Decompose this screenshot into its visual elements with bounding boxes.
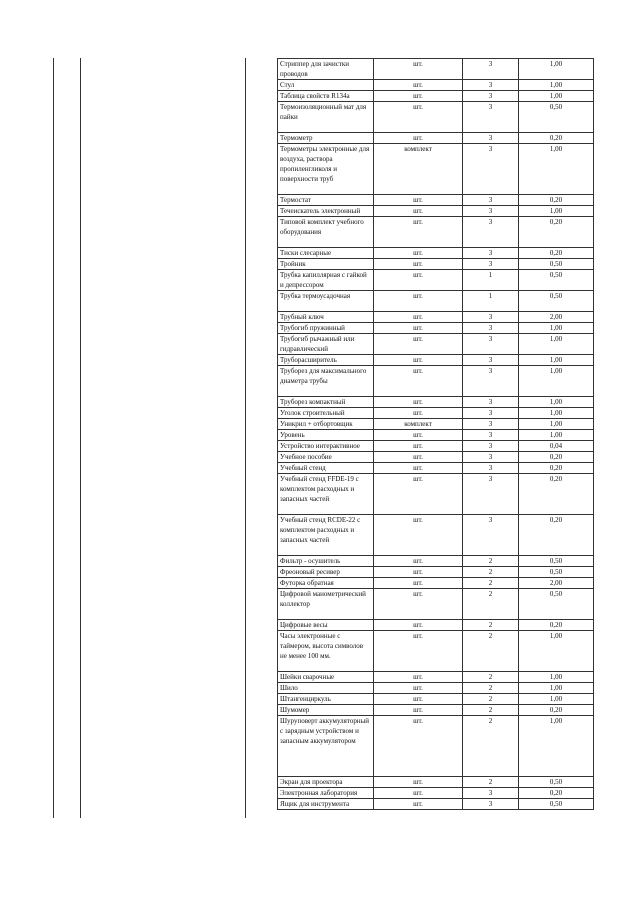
unit-cell: шт. <box>374 799 463 810</box>
quantity-cell: 2 <box>463 705 519 716</box>
coefficient-cell: 0,50 <box>519 270 594 291</box>
unit-cell: шт. <box>374 694 463 705</box>
quantity-cell: 3 <box>463 334 519 355</box>
coefficient-cell: 0,04 <box>519 441 594 452</box>
unit-cell: шт. <box>374 291 463 312</box>
coefficient-cell: 1,00 <box>519 323 594 334</box>
item-name-cell: Экран для проектора <box>278 777 374 788</box>
unit-cell: шт. <box>374 206 463 217</box>
coefficient-cell: 0,50 <box>519 259 594 270</box>
coefficient-cell: 1,00 <box>519 334 594 355</box>
item-name-cell: Шуруповерт аккумуляторный с зарядным устройством и запасным аккумулятором <box>278 716 374 777</box>
unit-cell: шт. <box>374 80 463 91</box>
coefficient-cell: 0,50 <box>519 291 594 312</box>
item-name-cell: Трубогиб рычажный или гидравлический <box>278 334 374 355</box>
table-row <box>278 270 594 291</box>
item-name-cell: Шумомер <box>278 705 374 716</box>
quantity-cell: 3 <box>463 397 519 408</box>
coefficient-cell: 0,50 <box>519 102 594 133</box>
table-row <box>278 355 594 366</box>
quantity-cell: 2 <box>463 578 519 589</box>
item-name-cell: Термостат <box>278 195 374 206</box>
table-row <box>278 334 594 355</box>
table-row <box>278 567 594 578</box>
item-name-cell: Фреоновый ресивер <box>278 567 374 578</box>
coefficient-cell: 1,00 <box>519 683 594 694</box>
quantity-cell: 3 <box>463 195 519 206</box>
table-row <box>278 312 594 323</box>
table-row <box>278 515 594 556</box>
coefficient-cell: 1,00 <box>519 430 594 441</box>
quantity-cell: 3 <box>463 102 519 133</box>
unit-cell: шт. <box>374 463 463 474</box>
coefficient-cell: 0,20 <box>519 248 594 259</box>
coefficient-cell: 1,00 <box>519 672 594 683</box>
item-name-cell: Стриппер для зачистки проводов <box>278 59 374 80</box>
coefficient-cell: 1,00 <box>519 366 594 397</box>
item-name-cell: Труборез компактный <box>278 397 374 408</box>
coefficient-cell: 0,50 <box>519 589 594 620</box>
coefficient-cell: 2,00 <box>519 578 594 589</box>
unit-cell: шт. <box>374 683 463 694</box>
quantity-cell: 1 <box>463 270 519 291</box>
coefficient-cell: 1,00 <box>519 206 594 217</box>
item-name-cell: Футорка обратная <box>278 578 374 589</box>
quantity-cell: 2 <box>463 672 519 683</box>
quantity-cell: 3 <box>463 59 519 80</box>
unit-cell: шт. <box>374 195 463 206</box>
quantity-cell: 1 <box>463 291 519 312</box>
item-name-cell: Таблица свойств R134a <box>278 91 374 102</box>
table-row <box>278 419 594 430</box>
table-row <box>278 672 594 683</box>
coefficient-cell: 0,50 <box>519 799 594 810</box>
table-row <box>278 195 594 206</box>
table-row <box>278 206 594 217</box>
table-row <box>278 80 594 91</box>
quantity-cell: 3 <box>463 799 519 810</box>
quantity-cell: 2 <box>463 777 519 788</box>
item-name-cell: Трубогиб пружинный <box>278 323 374 334</box>
unit-cell: шт. <box>374 217 463 248</box>
unit-cell: шт. <box>374 366 463 397</box>
unit-cell: шт. <box>374 323 463 334</box>
coefficient-cell: 0,20 <box>519 195 594 206</box>
item-name-cell: Уголок строительный <box>278 408 374 419</box>
table-row <box>278 91 594 102</box>
item-name-cell: Ящик для инструмента <box>278 799 374 810</box>
unit-cell: шт. <box>374 556 463 567</box>
item-name-cell: Тиски слесарные <box>278 248 374 259</box>
item-name-cell: Уникрил + отбортовщик <box>278 419 374 430</box>
item-name-cell: Устройство интерактивное <box>278 441 374 452</box>
quantity-cell: 2 <box>463 631 519 672</box>
item-name-cell: Типовой комплект учебного оборудования <box>278 217 374 248</box>
unit-cell: шт. <box>374 777 463 788</box>
table-row <box>278 291 594 312</box>
unit-cell: шт. <box>374 474 463 515</box>
item-name-cell: Учебный стенд <box>278 463 374 474</box>
table-row <box>278 217 594 248</box>
table-row <box>278 463 594 474</box>
unit-cell: шт. <box>374 515 463 556</box>
table-row <box>278 694 594 705</box>
quantity-cell: 3 <box>463 430 519 441</box>
quantity-cell: 3 <box>463 133 519 144</box>
equipment-table <box>277 58 594 810</box>
item-name-cell: Труборез для максимального диаметра трубы <box>278 366 374 397</box>
quantity-cell: 3 <box>463 366 519 397</box>
unit-cell: шт. <box>374 59 463 80</box>
item-name-cell: Штангенциркуль <box>278 694 374 705</box>
item-name-cell: Трубный ключ <box>278 312 374 323</box>
unit-cell: комплект <box>374 144 463 195</box>
coefficient-cell: 1,00 <box>519 631 594 672</box>
unit-cell: шт. <box>374 248 463 259</box>
coefficient-cell: 0,20 <box>519 705 594 716</box>
coefficient-cell: 0,50 <box>519 777 594 788</box>
coefficient-cell: 1,00 <box>519 59 594 80</box>
item-name-cell: Учебное пособие <box>278 452 374 463</box>
coefficient-cell: 0,20 <box>519 463 594 474</box>
table-row <box>278 133 594 144</box>
unit-cell: шт. <box>374 270 463 291</box>
coefficient-cell: 0,20 <box>519 217 594 248</box>
quantity-cell: 2 <box>463 683 519 694</box>
coefficient-cell: 0,20 <box>519 474 594 515</box>
coefficient-cell: 1,00 <box>519 355 594 366</box>
quantity-cell: 2 <box>463 556 519 567</box>
quantity-cell: 2 <box>463 589 519 620</box>
item-name-cell: Трубка термоусадочная <box>278 291 374 312</box>
quantity-cell: 3 <box>463 206 519 217</box>
table-row <box>278 716 594 777</box>
table-row <box>278 248 594 259</box>
unit-cell: шт. <box>374 91 463 102</box>
quantity-cell: 2 <box>463 567 519 578</box>
unit-cell: шт. <box>374 589 463 620</box>
unit-cell: шт. <box>374 716 463 777</box>
unit-cell: шт. <box>374 312 463 323</box>
unit-cell: шт. <box>374 620 463 631</box>
left-column-border <box>80 58 81 818</box>
item-name-cell: Цифровые весы <box>278 620 374 631</box>
quantity-cell: 3 <box>463 217 519 248</box>
left-column-border <box>245 58 246 818</box>
item-name-cell: Фильтр - осушитель <box>278 556 374 567</box>
quantity-cell: 3 <box>463 463 519 474</box>
quantity-cell: 3 <box>463 248 519 259</box>
unit-cell: шт. <box>374 631 463 672</box>
table-row <box>278 788 594 799</box>
coefficient-cell: 1,00 <box>519 694 594 705</box>
unit-cell: шт. <box>374 441 463 452</box>
item-name-cell: Часы электронные с таймером, высота символов не менее 100 мм. <box>278 631 374 672</box>
coefficient-cell: 0,50 <box>519 567 594 578</box>
quantity-cell: 3 <box>463 144 519 195</box>
table-row <box>278 777 594 788</box>
quantity-cell: 2 <box>463 694 519 705</box>
quantity-cell: 3 <box>463 323 519 334</box>
unit-cell: шт. <box>374 102 463 133</box>
unit-cell: шт. <box>374 259 463 270</box>
unit-cell: шт. <box>374 430 463 441</box>
coefficient-cell: 1,00 <box>519 408 594 419</box>
table-row <box>278 102 594 133</box>
table-row <box>278 589 594 620</box>
unit-cell: шт. <box>374 672 463 683</box>
table-row <box>278 631 594 672</box>
quantity-cell: 3 <box>463 80 519 91</box>
quantity-cell: 3 <box>463 452 519 463</box>
table-row <box>278 474 594 515</box>
table-row <box>278 408 594 419</box>
coefficient-cell: 0,20 <box>519 452 594 463</box>
table-row <box>278 556 594 567</box>
table-row <box>278 323 594 334</box>
coefficient-cell: 1,00 <box>519 397 594 408</box>
table-row <box>278 144 594 195</box>
quantity-cell: 3 <box>463 474 519 515</box>
unit-cell: шт. <box>374 567 463 578</box>
coefficient-cell: 1,00 <box>519 80 594 91</box>
quantity-cell: 3 <box>463 788 519 799</box>
quantity-cell: 3 <box>463 91 519 102</box>
table-row <box>278 366 594 397</box>
item-name-cell: Термометры электронные для воздуха, раствора пропиленгликоля и поверхности труб <box>278 144 374 195</box>
item-name-cell: Учебный стенд RCDE-22 с комплектом расходных и запасных частей <box>278 515 374 556</box>
coefficient-cell: 0,50 <box>519 556 594 567</box>
quantity-cell: 3 <box>463 259 519 270</box>
unit-cell: шт. <box>374 408 463 419</box>
left-column-border <box>53 58 54 818</box>
unit-cell: шт. <box>374 788 463 799</box>
coefficient-cell: 2,00 <box>519 312 594 323</box>
table-row <box>278 799 594 810</box>
unit-cell: шт. <box>374 334 463 355</box>
table-row <box>278 441 594 452</box>
table-row <box>278 578 594 589</box>
quantity-cell: 3 <box>463 441 519 452</box>
item-name-cell: Трубка капиллярная с гайкой и депрессором <box>278 270 374 291</box>
item-name-cell: Течеискатель электронный <box>278 206 374 217</box>
item-name-cell: Шейки сварочные <box>278 672 374 683</box>
unit-cell: шт. <box>374 397 463 408</box>
quantity-cell: 2 <box>463 716 519 777</box>
coefficient-cell: 1,00 <box>519 144 594 195</box>
table-row <box>278 452 594 463</box>
item-name-cell: Уровень <box>278 430 374 441</box>
table-row <box>278 620 594 631</box>
equipment-table-body <box>278 59 594 810</box>
unit-cell: шт. <box>374 452 463 463</box>
item-name-cell: Труборасширитель <box>278 355 374 366</box>
table-row <box>278 430 594 441</box>
unit-cell: комплект <box>374 419 463 430</box>
table-row <box>278 259 594 270</box>
coefficient-cell: 0,20 <box>519 620 594 631</box>
coefficient-cell: 1,00 <box>519 419 594 430</box>
unit-cell: шт. <box>374 133 463 144</box>
item-name-cell: Электронная лаборатория <box>278 788 374 799</box>
item-name-cell: Термометр <box>278 133 374 144</box>
item-name-cell: Цифровой манометрический коллектор <box>278 589 374 620</box>
quantity-cell: 3 <box>463 515 519 556</box>
coefficient-cell: 0,20 <box>519 788 594 799</box>
item-name-cell: Шило <box>278 683 374 694</box>
coefficient-cell: 1,00 <box>519 716 594 777</box>
quantity-cell: 3 <box>463 312 519 323</box>
unit-cell: шт. <box>374 355 463 366</box>
item-name-cell: Стул <box>278 80 374 91</box>
table-row <box>278 59 594 80</box>
item-name-cell: Тройник <box>278 259 374 270</box>
table-row <box>278 683 594 694</box>
quantity-cell: 3 <box>463 355 519 366</box>
coefficient-cell: 0,20 <box>519 133 594 144</box>
quantity-cell: 3 <box>463 419 519 430</box>
table-row <box>278 705 594 716</box>
item-name-cell: Термоизоляционный мат для пайки <box>278 102 374 133</box>
item-name-cell: Учебный стенд FFDE-19 с комплектом расходных и запасных частей <box>278 474 374 515</box>
unit-cell: шт. <box>374 578 463 589</box>
table-row <box>278 397 594 408</box>
unit-cell: шт. <box>374 705 463 716</box>
coefficient-cell: 1,00 <box>519 91 594 102</box>
quantity-cell: 2 <box>463 620 519 631</box>
coefficient-cell: 0,20 <box>519 515 594 556</box>
quantity-cell: 3 <box>463 408 519 419</box>
